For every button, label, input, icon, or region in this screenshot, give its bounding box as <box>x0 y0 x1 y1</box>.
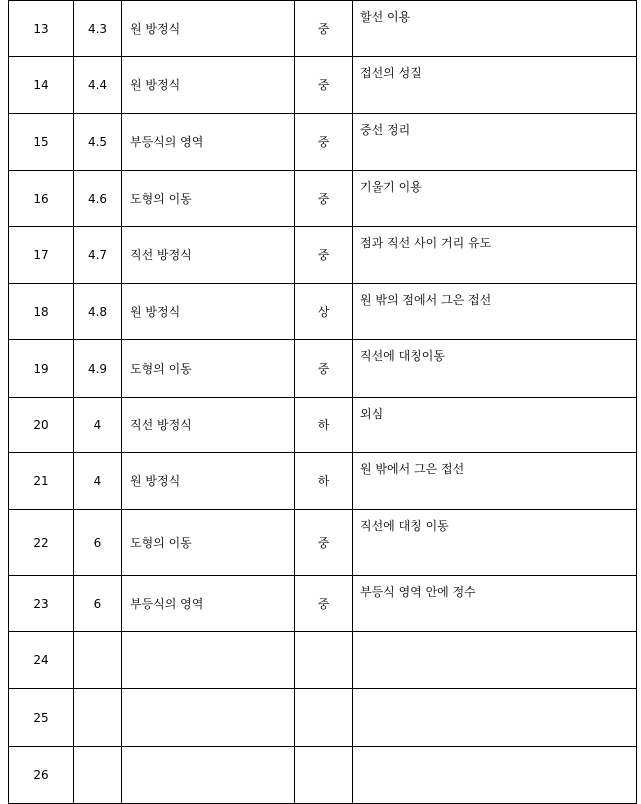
table-row <box>9 453 637 510</box>
row-number: 23 <box>9 576 74 632</box>
row-number: 16 <box>9 171 74 227</box>
topic-cell: 부등식의 영역 <box>122 576 295 632</box>
note-cell <box>353 632 637 689</box>
note-cell: 직선에 대칭이동 <box>353 340 637 398</box>
difficulty-cell: 상 <box>295 284 353 340</box>
difficulty-cell: 하 <box>295 398 353 453</box>
topic-cell: 도형의 이동 <box>122 510 295 576</box>
row-number: 21 <box>9 453 74 510</box>
problem-table <box>8 0 637 804</box>
topic-cell <box>122 632 295 689</box>
topic-cell <box>122 689 295 747</box>
section-number: 4.7 <box>74 227 122 284</box>
note-cell: 할선 이용 <box>353 1 637 57</box>
row-number: 24 <box>9 632 74 689</box>
section-number: 4.9 <box>74 340 122 398</box>
table-row <box>9 689 637 747</box>
row-number: 19 <box>9 340 74 398</box>
note-cell: 원 밖의 점에서 그은 접선 <box>353 284 637 340</box>
row-number: 17 <box>9 227 74 284</box>
difficulty-cell <box>295 632 353 689</box>
difficulty-cell: 중 <box>295 1 353 57</box>
difficulty-cell: 중 <box>295 57 353 114</box>
topic-cell <box>122 747 295 804</box>
note-cell: 원 밖에서 그은 접선 <box>353 453 637 510</box>
difficulty-cell <box>295 747 353 804</box>
section-number <box>74 747 122 804</box>
table-row <box>9 1 637 57</box>
section-number: 4.3 <box>74 1 122 57</box>
table-row <box>9 632 637 689</box>
row-number: 26 <box>9 747 74 804</box>
section-number <box>74 689 122 747</box>
note-cell: 접선의 성질 <box>353 57 637 114</box>
difficulty-cell: 중 <box>295 227 353 284</box>
note-cell <box>353 747 637 804</box>
note-cell: 기울기 이용 <box>353 171 637 227</box>
topic-cell: 원 방정식 <box>122 453 295 510</box>
row-number: 20 <box>9 398 74 453</box>
table-row <box>9 510 637 576</box>
row-number: 22 <box>9 510 74 576</box>
difficulty-cell: 중 <box>295 576 353 632</box>
difficulty-cell: 하 <box>295 453 353 510</box>
topic-cell: 직선 방정식 <box>122 227 295 284</box>
difficulty-cell: 중 <box>295 340 353 398</box>
note-cell: 중선 정리 <box>353 114 637 171</box>
section-number: 4.4 <box>74 57 122 114</box>
topic-cell: 직선 방정식 <box>122 398 295 453</box>
table-row <box>9 398 637 453</box>
section-number <box>74 632 122 689</box>
table-row <box>9 114 637 171</box>
section-number: 6 <box>74 510 122 576</box>
table-row <box>9 576 637 632</box>
note-cell: 직선에 대칭 이동 <box>353 510 637 576</box>
table-row <box>9 171 637 227</box>
section-number: 6 <box>74 576 122 632</box>
section-number: 4.6 <box>74 171 122 227</box>
note-cell <box>353 689 637 747</box>
table-row <box>9 284 637 340</box>
topic-cell: 도형의 이동 <box>122 171 295 227</box>
table-row <box>9 227 637 284</box>
topic-cell: 원 방정식 <box>122 284 295 340</box>
table-row <box>9 340 637 398</box>
row-number: 15 <box>9 114 74 171</box>
topic-cell: 원 방정식 <box>122 1 295 57</box>
section-number: 4 <box>74 398 122 453</box>
section-number: 4 <box>74 453 122 510</box>
table-row <box>9 57 637 114</box>
difficulty-cell: 중 <box>295 114 353 171</box>
row-number: 18 <box>9 284 74 340</box>
note-cell: 외심 <box>353 398 637 453</box>
topic-cell: 도형의 이동 <box>122 340 295 398</box>
section-number: 4.5 <box>74 114 122 171</box>
row-number: 25 <box>9 689 74 747</box>
topic-cell: 부등식의 영역 <box>122 114 295 171</box>
difficulty-cell: 중 <box>295 510 353 576</box>
difficulty-cell: 중 <box>295 171 353 227</box>
table-row <box>9 747 637 804</box>
note-cell: 부등식 영역 안에 정수 <box>353 576 637 632</box>
topic-cell: 원 방정식 <box>122 57 295 114</box>
difficulty-cell <box>295 689 353 747</box>
section-number: 4.8 <box>74 284 122 340</box>
note-cell: 점과 직선 사이 거리 유도 <box>353 227 637 284</box>
row-number: 13 <box>9 1 74 57</box>
row-number: 14 <box>9 57 74 114</box>
